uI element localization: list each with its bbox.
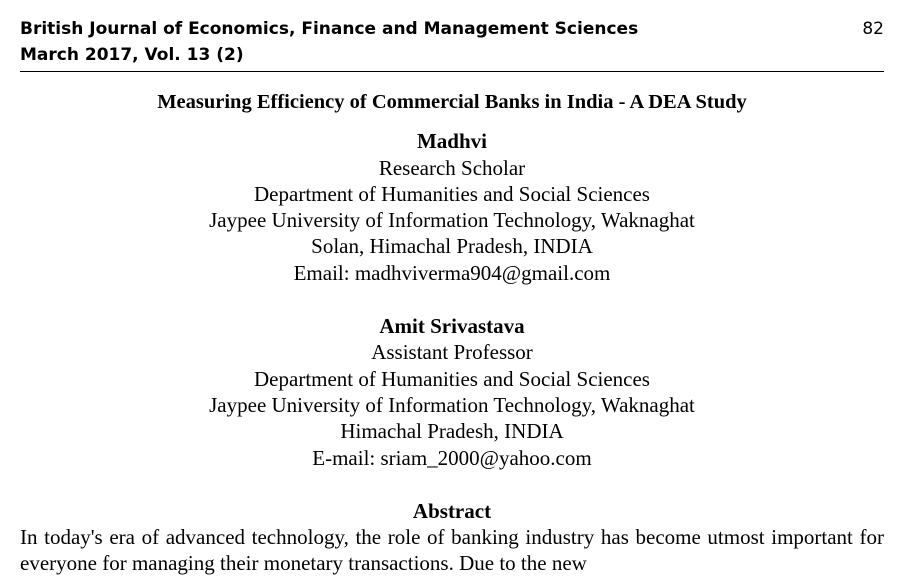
paper-body [20,89,884,577]
author-location: Himachal Pradesh, INDIA [340,419,564,444]
author-role: Assistant Professor [371,340,533,365]
author-name: Amit Srivastava [379,314,525,339]
journal-name: British Journal of Economics, Finance and Management Sciences [20,19,639,39]
abstract-text: In today's era of advanced technology, the role of banking industry has become utmost important for everyone for managing their monetary transactions. Due to the new [20,525,884,576]
header-divider [20,71,884,72]
author-role: Research Scholar [378,155,526,180]
page-number: 82 [862,19,884,39]
author-university: Jaypee University of Information Technology, Waknaghat [209,208,695,233]
journal-header [20,16,884,68]
journal-issue: March 2017, Vol. 13 (2) [20,45,244,65]
author-university: Jaypee University of Information Technology, Waknaghat [209,392,695,417]
author-email: Email: madhviverma904@gmail.com [293,260,611,285]
author-location: Solan, Himachal Pradesh, INDIA [311,234,593,259]
author-department: Department of Humanities and Social Sciences [254,366,650,391]
author-block [20,128,884,286]
author-name: Madhvi [416,129,487,154]
author-department: Department of Humanities and Social Sciences [254,181,650,206]
author-email: E-mail: sriam_2000@yahoo.com [312,445,592,470]
author-block [20,313,884,471]
abstract-heading: Abstract [412,498,492,523]
paper-title: Measuring Efficiency of Commercial Banks in India - A DEA Study [157,91,747,113]
